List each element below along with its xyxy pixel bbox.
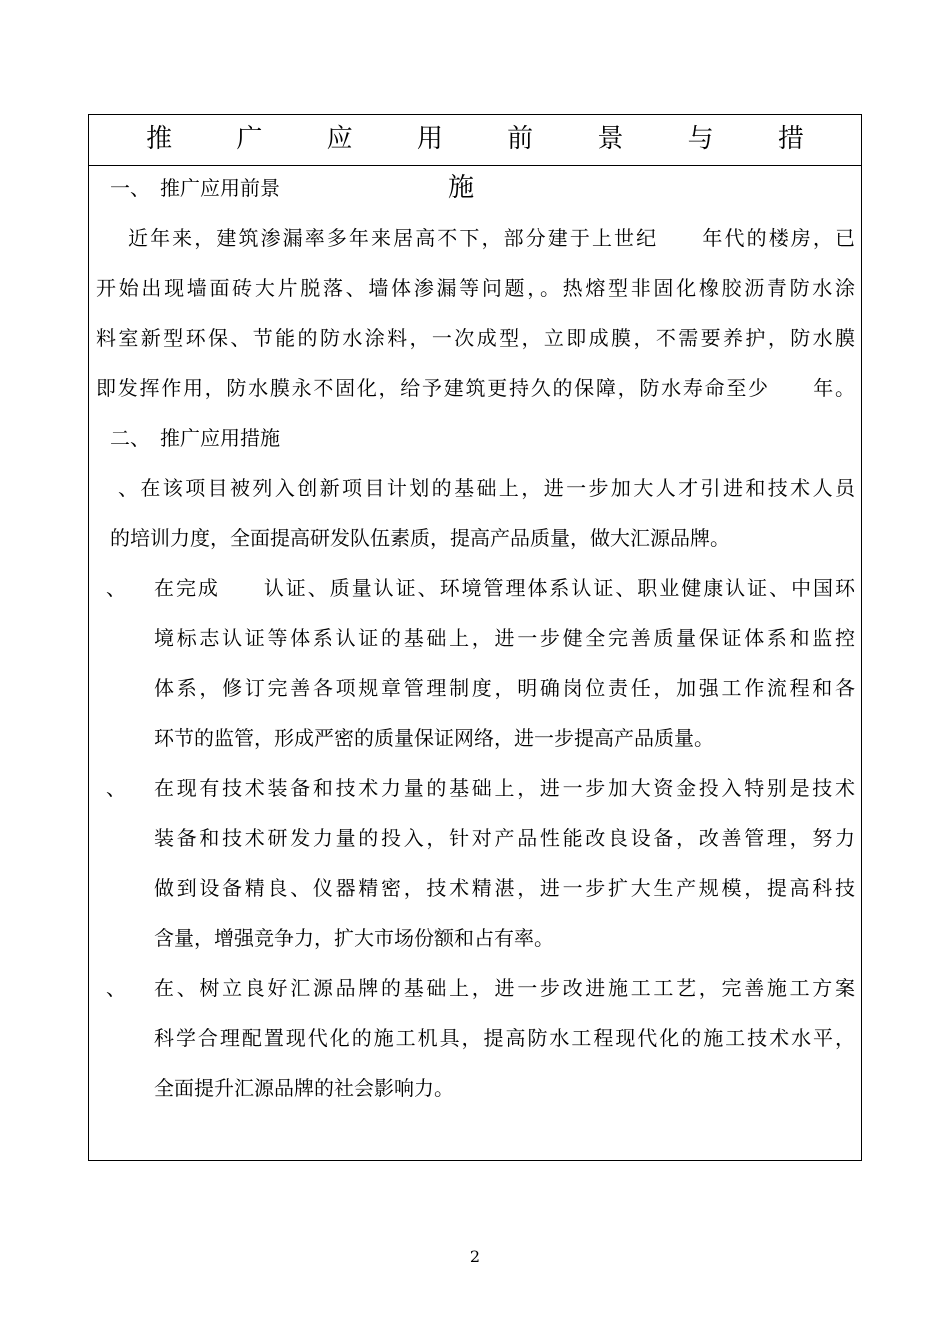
paragraph-line: 即发挥作用，防水膜永不固化，给予建筑更持久的保障，防水寿命至少 年。 [96, 376, 855, 400]
list-item-line: 境标志认证等体系认证的基础上，进一步健全完善质量保证体系和监控 [154, 626, 855, 650]
page-number: 2 [469, 1247, 481, 1266]
list-item-line: 科学合理配置现代化的施工机具，提高防水工程现代化的施工技术水平， [154, 1026, 855, 1050]
list-item-line: 含量，增强竞争力，扩大市场份额和占有率。 [154, 926, 554, 950]
list-item-line: 环节的监管，形成严密的质量保证网络，进一步提高产品质量。 [154, 726, 714, 750]
section-heading-1: 一、 推广应用前景 [110, 176, 280, 200]
paragraph-line: 开始出现墙面砖大片脱落、墙体渗漏等问题，。热熔型非固化橡胶沥青防水涂 [96, 276, 855, 300]
list-item-line: 做到设备精良、仪器精密，技术精湛，进一步扩大生产规模，提高科技 [154, 876, 855, 900]
list-item-line: 体系，修订完善各项规章管理制度，明确岗位责任，加强工作流程和各 [154, 676, 855, 700]
paragraph-line: 近年来，建筑渗漏率多年来居高不下，部分建于上世纪 年代的楼房，已 [128, 226, 855, 250]
list-item-line: 在现有技术装备和技术力量的基础上，进一步加大资金投入特别是技术 [154, 776, 855, 800]
list-marker: 、 [106, 776, 126, 800]
list-item-line: 的培训力度，全面提高研发队伍素质，提高产品质量，做大汇源品牌。 [110, 526, 730, 550]
list-item-line: 、在该项目被列入创新项目计划的基础上，进一步加大人才引进和技术人员 [118, 476, 855, 500]
list-marker: 、 [106, 976, 126, 1000]
list-item-line: 在、树立良好汇源品牌的基础上，进一步改进施工工艺，完善施工方案 [154, 976, 855, 1000]
section-heading-2: 二、 推广应用措施 [110, 426, 280, 450]
paragraph-line: 料室新型环保、节能的防水涂料，一次成型，立即成膜，不需要养护，防水膜 [96, 326, 855, 350]
list-item-line: 在完成 认证、质量认证、环境管理体系认证、职业健康认证、中国环 [154, 576, 855, 600]
list-item-line: 装备和技术研发力量的投入，针对产品性能改良设备，改善管理，努力 [154, 826, 855, 850]
page-title: 推 广 应 用 前 景 与 措 施 [89, 115, 861, 166]
list-item-line: 全面提升汇源品牌的社会影响力。 [154, 1076, 454, 1100]
list-marker: 、 [106, 576, 126, 600]
